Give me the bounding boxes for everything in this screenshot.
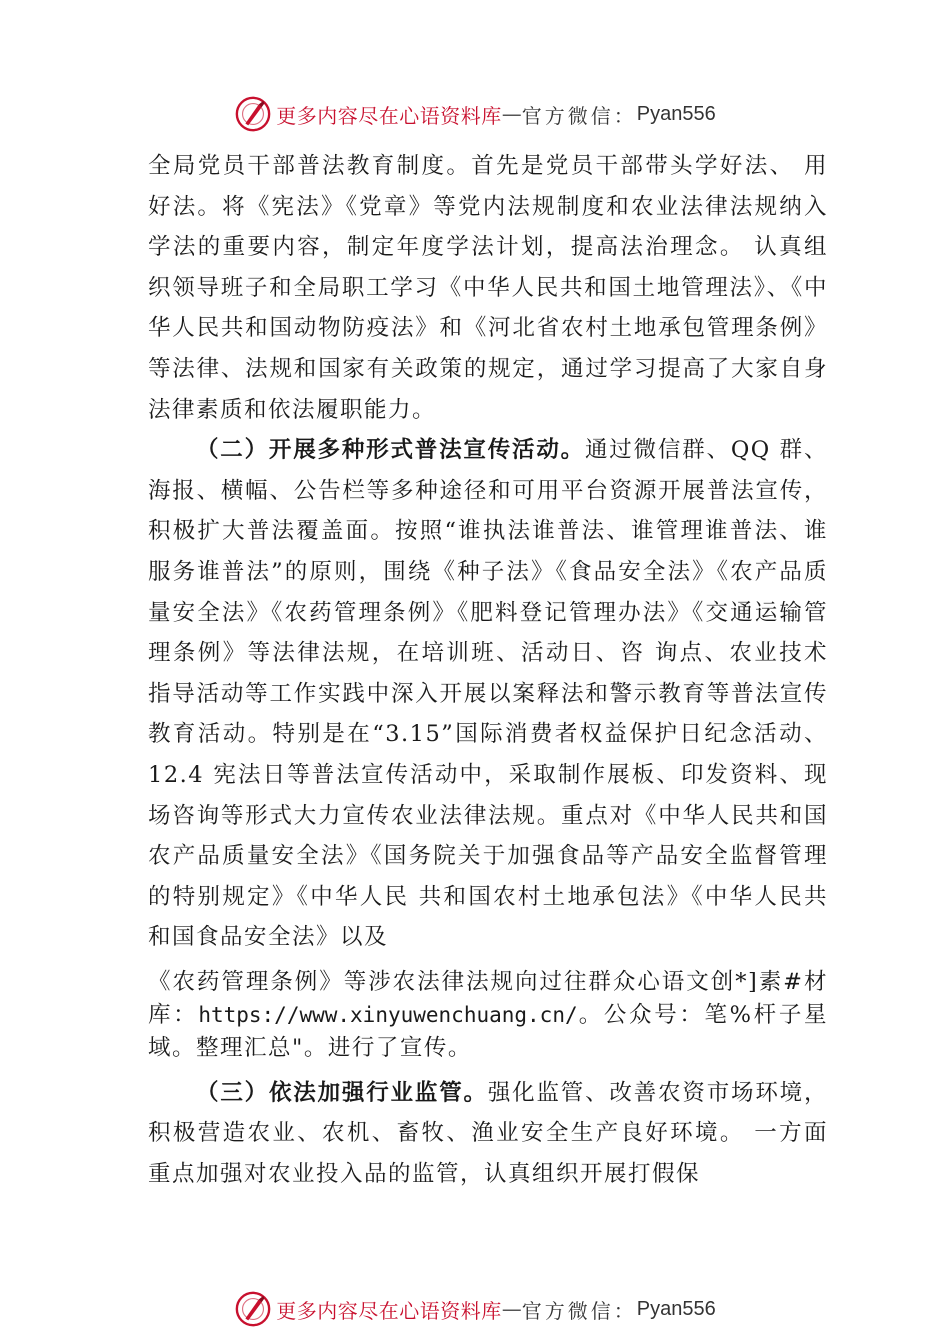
- banner-separator: —: [501, 102, 522, 126]
- paragraph-4-body: 强化监管、改善农资市场环境，积极营造农业、农机、畜牧、渔业安全生产良好环境。 一方面重点加强对农业投入品的监管，认真组织开展打假保: [148, 1079, 828, 1188]
- paragraph-3-text-a: 《农药管理条例》等涉农法律法规向过往群众心语文创*]素#材库：: [148, 968, 828, 1028]
- quill-pen-logo-icon: [234, 1290, 272, 1328]
- document-body: [148, 146, 828, 1195]
- banner-wechat-id: Pyan556: [636, 102, 716, 125]
- banner-brand-text: 更多内容尽在心语资料库: [276, 103, 502, 128]
- quill-pen-logo-icon: [234, 95, 272, 133]
- banner-wechat-label: 官方微信：: [521, 103, 637, 128]
- section-heading-3: （三）依法加强行业监管。: [196, 1079, 488, 1106]
- footer-wechat-id: Pyan556: [636, 1297, 716, 1320]
- paragraph-4: [148, 1073, 828, 1195]
- paragraph-2-body: 通过微信群、QQ 群、海报、横幅、公告栏等多种途径和可用平台资源开展普法宣传，积极扩大普法覆盖面。按照“谁执法谁普法、谁管理谁普法、谁服务谁普法”的原则，围绕《种子法》《食品安全法》《农产品质量安全法》《农药管理条例》《肥料登记管理办法》《交通运输管理条例》等法律法规，在培训班、活动日、咨 询点、农业技术指导活动等工作实践中深入开展以案释法和警示教育等普法宣传教育活动。特别是在“3.15”国际消费者权益保护日纪念活动、12.4 宪法日等普法宣传活动中，采取制作展板、印发资料、现场咨询等形式大力宣传农业法律法规。重点对《中华人民共和国农产品质量安全法》《国务院关于加强食品等产品安全监督管理的特别规定》《中华人民 共和国农村土地承包法》《中华人民共和国食品安全法》以及: [148, 437, 828, 951]
- footer-wechat-label: 官方微信：: [521, 1298, 637, 1323]
- section-heading-2: （二）开展多种形式普法宣传活动。: [196, 437, 585, 464]
- footer-brand-text: 更多内容尽在心语资料库: [276, 1298, 502, 1323]
- paragraph-1: 全局党员干部普法教育制度。首先是党员干部带头学好法、 用好法。将《宪法》《党章》等党内法规制度和农业法律法规纳入学法的重要内容，制定年度学法计划，提高法治理念。 认真组织领导班子和全局职工学习《中华人民共和国土地管理法》、《中华人民共和国动物防疫法》和《河北省农村土地承包管理条例》等法律、法规和国家有关政策的规定，通过学习提高了大家自身法律素质和依法履职能力。: [148, 153, 828, 423]
- paragraph-2: [148, 430, 828, 958]
- paragraph-3-text-b: 。公众号：笔%杆子星域。整理汇总"。进行了宣传。: [148, 1001, 828, 1061]
- watermark-url: https://www.xinyuwenchuang.cn/: [198, 1002, 578, 1027]
- footer-separator: —: [501, 1297, 522, 1321]
- header-banner: [0, 94, 950, 134]
- paragraph-3: [148, 966, 828, 1065]
- footer-banner: [0, 1289, 950, 1329]
